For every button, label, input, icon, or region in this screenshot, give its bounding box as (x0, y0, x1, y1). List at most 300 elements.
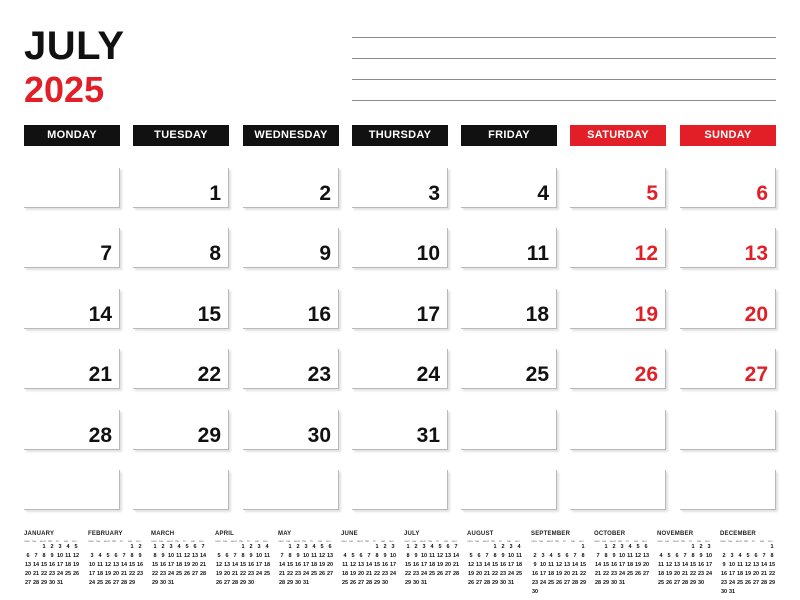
day-cell[interactable] (461, 470, 557, 510)
mini-calendar-day-header: sun (579, 539, 584, 543)
mini-calendar-day: 12 (555, 562, 563, 568)
mini-calendar-day: 10 (539, 562, 547, 568)
mini-calendar-day-header: sat (444, 539, 449, 543)
mini-calendar-grid (720, 544, 778, 598)
mini-calendar-grid (657, 544, 715, 589)
mini-calendar-day-header: tue (223, 539, 228, 543)
mini-calendar-day: 5 (469, 553, 473, 559)
mini-calendar-day: 23 (531, 580, 539, 586)
mini-calendar-day: 25 (428, 571, 436, 577)
day-cell[interactable] (24, 289, 120, 329)
mini-calendar-day: 1 (241, 544, 245, 550)
mini-calendar-day: 13 (444, 553, 452, 559)
mini-calendar-day: 18 (736, 571, 744, 577)
mini-calendar-day: 14 (199, 553, 207, 559)
weekday-header-thursday: THURSDAY (352, 125, 448, 146)
day-cell[interactable] (243, 228, 339, 268)
note-line (352, 58, 776, 59)
day-number: 24 (416, 363, 440, 386)
mini-calendar-day: 8 (241, 553, 245, 559)
mini-calendar-day-header: mon (24, 539, 30, 543)
day-cell[interactable] (570, 289, 666, 329)
day-cell[interactable] (352, 470, 448, 510)
day-number: 2 (319, 182, 331, 205)
mini-calendar-day-header: sun (72, 539, 77, 543)
mini-calendar (467, 531, 525, 589)
mini-calendar-day-header: tue (602, 539, 607, 543)
day-number: 11 (526, 242, 549, 265)
mini-calendar-day: 3 (391, 544, 395, 550)
day-cell[interactable] (680, 410, 776, 450)
mini-calendar-day: 2 (501, 544, 505, 550)
mini-calendar-day-header: mon (404, 539, 410, 543)
mini-calendar-day: 23 (720, 580, 728, 586)
note-line (352, 100, 776, 101)
mini-calendar-day: 27 (112, 580, 120, 586)
mini-calendar-grid (467, 544, 525, 589)
mini-calendar-day: 1 (130, 544, 134, 550)
mini-calendar-day: 31 (507, 580, 515, 586)
mini-calendar-day: 10 (56, 553, 64, 559)
mini-calendar-day: 11 (342, 562, 348, 568)
mini-calendar-day: 24 (507, 571, 515, 577)
mini-calendar-day: 4 (549, 553, 553, 559)
mini-calendar-day-header: sun (515, 539, 520, 543)
mini-calendar-day-header: sun (768, 539, 773, 543)
mini-calendar-blank (112, 544, 120, 553)
mini-calendar-day: 24 (539, 580, 547, 586)
mini-calendar-day: 23 (499, 571, 507, 577)
day-cell[interactable] (352, 410, 448, 450)
mini-calendar-day-header: mon (88, 539, 94, 543)
mini-calendar-day: 27 (223, 580, 231, 586)
mini-calendar-day: 24 (389, 571, 397, 577)
mini-calendar-day: 29 (768, 580, 776, 586)
mini-calendar-day: 3 (730, 553, 734, 559)
mini-calendar-day: 28 (199, 571, 207, 577)
mini-calendar-month-name: JULY (404, 531, 420, 537)
mini-calendar-day: 7 (367, 553, 371, 559)
mini-calendar-day: 14 (594, 562, 602, 568)
mini-calendar-day: 18 (310, 562, 318, 568)
mini-calendar-month-name: SEPTEMBER (531, 531, 571, 537)
day-cell[interactable] (461, 349, 557, 389)
mini-calendar-day: 20 (563, 571, 571, 577)
mini-calendar-day-header: tue (159, 539, 164, 543)
mini-calendar-day: 14 (365, 562, 373, 568)
mini-calendar-blank (728, 544, 736, 553)
mini-calendar-day: 1 (375, 544, 379, 550)
day-cell[interactable] (133, 168, 229, 208)
mini-calendar-day-header: sat (381, 539, 386, 543)
day-cell[interactable] (243, 289, 339, 329)
mini-calendar-day: 18 (263, 562, 271, 568)
mini-calendar-day: 9 (722, 562, 726, 568)
mini-calendar-day-header: sun (199, 539, 204, 543)
mini-calendar-day-header: thu (112, 539, 117, 543)
mini-calendar-day: 9 (296, 553, 300, 559)
mini-calendar-day: 7 (34, 553, 38, 559)
mini-calendar-day-header: fri (499, 539, 502, 543)
mini-calendar-day-header: thu (302, 539, 307, 543)
mini-calendar-day: 20 (223, 571, 231, 577)
mini-calendar-blank (278, 544, 286, 553)
mini-calendar-day: 29 (40, 580, 48, 586)
day-cell[interactable] (570, 349, 666, 389)
day-cell[interactable] (243, 168, 339, 208)
day-number: 28 (88, 424, 112, 447)
mini-calendar-day: 7 (233, 553, 237, 559)
mini-calendar-day: 8 (604, 553, 608, 559)
mini-calendar-day: 2 (533, 553, 537, 559)
day-cell[interactable] (352, 349, 448, 389)
mini-calendar-day: 9 (533, 562, 537, 568)
day-cell[interactable] (680, 470, 776, 510)
mini-calendar-day: 22 (128, 571, 136, 577)
day-cell[interactable] (461, 410, 557, 450)
mini-calendar-day: 20 (24, 571, 32, 577)
mini-calendar-day: 21 (594, 571, 602, 577)
year-title: 2025 (24, 69, 105, 110)
mini-calendar-day: 9 (501, 553, 505, 559)
mini-calendar-day: 15 (40, 562, 48, 568)
mini-calendar-day-header: sun (263, 539, 268, 543)
mini-calendar-day: 8 (288, 553, 292, 559)
day-number: 8 (209, 242, 221, 265)
mini-calendar-day: 9 (138, 553, 142, 559)
day-cell[interactable] (352, 228, 448, 268)
mini-calendar-day: 28 (760, 580, 768, 586)
mini-calendar-day: 17 (420, 562, 428, 568)
mini-calendar-day: 20 (673, 571, 681, 577)
mini-calendar-day-header: wed (673, 539, 679, 543)
month-title: JULY (24, 24, 125, 68)
mini-calendar-day: 28 (483, 580, 491, 586)
mini-calendar-month-name: JANUARY (24, 531, 55, 537)
mini-calendar-day: 19 (436, 562, 444, 568)
mini-calendar-day: 17 (56, 562, 64, 568)
mini-calendar-day: 10 (302, 553, 310, 559)
mini-calendar-day: 12 (104, 562, 112, 568)
mini-calendar-day: 30 (720, 589, 728, 595)
mini-calendar-day: 21 (32, 571, 40, 577)
day-cell[interactable] (680, 349, 776, 389)
mini-calendar-day: 15 (239, 562, 247, 568)
day-cell[interactable] (24, 168, 120, 208)
mini-calendar-blank (467, 544, 475, 553)
mini-calendar-day-header: thu (428, 539, 433, 543)
day-cell[interactable] (24, 349, 120, 389)
mini-calendar-day-header: thu (48, 539, 53, 543)
mini-calendar-month-name: NOVEMBER (657, 531, 694, 537)
mini-calendar-day-header: sun (136, 539, 141, 543)
day-cell[interactable] (243, 410, 339, 450)
mini-calendar-day: 14 (571, 562, 579, 568)
day-cell[interactable] (352, 289, 448, 329)
mini-calendar-day: 12 (72, 553, 80, 559)
mini-calendar-day: 26 (467, 580, 475, 586)
mini-calendar-day: 7 (201, 544, 205, 550)
mini-calendar-day-header: tue (32, 539, 37, 543)
mini-calendar-day-header: fri (247, 539, 250, 543)
day-cell[interactable] (243, 470, 339, 510)
mini-calendar-day: 29 (286, 580, 294, 586)
mini-calendar-day: 1 (581, 544, 585, 550)
day-cell[interactable] (243, 349, 339, 389)
day-cell[interactable] (133, 410, 229, 450)
mini-calendar-day: 26 (349, 580, 357, 586)
mini-calendar-day: 27 (191, 571, 199, 577)
mini-calendar-day: 25 (175, 571, 183, 577)
mini-calendar-day: 12 (744, 562, 752, 568)
mini-calendar-blank (32, 544, 40, 553)
mini-calendar-day: 30 (697, 580, 705, 586)
mini-calendar-day: 6 (644, 544, 648, 550)
mini-calendar-day: 6 (359, 553, 363, 559)
mini-calendar-day: 1 (604, 544, 608, 550)
mini-calendar-day: 1 (770, 544, 774, 550)
mini-calendar-day: 22 (768, 571, 776, 577)
mini-calendar-day: 30 (159, 580, 167, 586)
mini-calendar-day: 18 (626, 562, 634, 568)
mini-calendar-day: 4 (517, 544, 521, 550)
day-number: 25 (525, 363, 549, 386)
mini-calendar-day: 7 (683, 553, 687, 559)
mini-calendar-day: 10 (728, 562, 736, 568)
mini-calendar-blank (665, 544, 673, 553)
mini-calendar (594, 531, 652, 589)
mini-calendar-day: 6 (193, 544, 197, 550)
mini-calendar-day: 10 (705, 553, 713, 559)
mini-calendar-day: 14 (760, 562, 768, 568)
day-number: 27 (744, 363, 768, 386)
mini-calendar-day: 16 (499, 562, 507, 568)
mini-calendar-day-header: thu (365, 539, 370, 543)
mini-calendar-month-name: OCTOBER (594, 531, 626, 537)
mini-calendar-day-header: wed (294, 539, 300, 543)
day-cell[interactable] (461, 168, 557, 208)
mini-calendar-day: 25 (547, 580, 555, 586)
day-cell[interactable] (133, 349, 229, 389)
mini-calendar-day: 9 (161, 553, 165, 559)
mini-calendar-day: 14 (452, 553, 460, 559)
mini-calendar-day: 26 (665, 580, 673, 586)
mini-calendar-day-header: tue (665, 539, 670, 543)
mini-calendar-day: 16 (48, 562, 56, 568)
mini-calendar-blank (365, 544, 373, 553)
mini-calendar-day: 8 (375, 553, 379, 559)
mini-calendar-day: 18 (428, 562, 436, 568)
mini-calendar-day: 19 (104, 571, 112, 577)
mini-calendar-day-header: mon (657, 539, 663, 543)
mini-calendar-day: 30 (531, 589, 539, 595)
mini-calendar-day: 29 (404, 580, 412, 586)
mini-calendar-blank (120, 544, 128, 553)
day-number: 26 (634, 363, 658, 386)
day-cell[interactable] (570, 410, 666, 450)
mini-calendar-day: 30 (48, 580, 56, 586)
mini-calendar (215, 531, 273, 589)
mini-calendar-day: 18 (515, 562, 523, 568)
mini-calendar-day: 17 (539, 571, 547, 577)
mini-calendar-day: 29 (373, 580, 381, 586)
mini-calendar-day-header: tue (412, 539, 417, 543)
mini-calendar-day-header: sat (191, 539, 196, 543)
mini-calendar-day: 5 (667, 553, 671, 559)
mini-calendar-day: 5 (557, 553, 561, 559)
mini-calendar-day: 21 (483, 571, 491, 577)
mini-calendar-day: 31 (167, 580, 175, 586)
mini-calendar-day-header: mon (531, 539, 537, 543)
mini-calendar-day: 19 (72, 562, 80, 568)
mini-calendar-blank (96, 544, 104, 553)
mini-calendar-day: 25 (515, 571, 523, 577)
mini-calendar-day: 21 (681, 571, 689, 577)
mini-calendar-day: 15 (151, 562, 159, 568)
mini-calendar-day: 16 (720, 571, 728, 577)
day-cell[interactable] (461, 228, 557, 268)
mini-calendar-day: 2 (296, 544, 300, 550)
mini-calendar-day: 4 (738, 553, 742, 559)
mini-calendar-day: 25 (64, 571, 72, 577)
mini-calendar-day: 10 (507, 553, 515, 559)
mini-calendar-day-header: thu (618, 539, 623, 543)
mini-calendar-blank (555, 544, 563, 553)
mini-calendar-blank (88, 544, 96, 553)
mini-calendar-day: 1 (288, 544, 292, 550)
day-number: 17 (416, 303, 440, 326)
day-cell[interactable] (680, 168, 776, 208)
mini-calendar-day-header: wed (231, 539, 237, 543)
mini-calendar-day: 7 (122, 553, 126, 559)
mini-calendar-day: 6 (477, 553, 481, 559)
mini-calendar-day: 8 (691, 553, 695, 559)
mini-calendar-day: 9 (612, 553, 616, 559)
mini-calendar-day: 15 (768, 562, 776, 568)
mini-calendar-day: 17 (167, 562, 175, 568)
mini-calendar-day: 19 (215, 571, 223, 577)
mini-calendar-day: 29 (239, 580, 247, 586)
mini-calendar-day: 21 (760, 571, 768, 577)
mini-calendar-day-header: wed (167, 539, 173, 543)
day-cell[interactable] (680, 289, 776, 329)
mini-calendar-grid (404, 544, 462, 589)
mini-calendar-day: 8 (130, 553, 134, 559)
day-cell[interactable] (24, 470, 120, 510)
note-line (352, 37, 776, 38)
weekday-header-saturday: SATURDAY (570, 125, 666, 146)
mini-calendar-day: 26 (72, 571, 80, 577)
day-cell[interactable] (680, 228, 776, 268)
mini-calendar-day: 7 (573, 553, 577, 559)
mini-calendar-day: 22 (602, 571, 610, 577)
mini-calendar-day: 20 (642, 562, 650, 568)
mini-calendar-day: 12 (436, 553, 444, 559)
day-cell[interactable] (570, 168, 666, 208)
mini-calendar-day: 27 (752, 580, 760, 586)
mini-calendar-day: 10 (389, 553, 397, 559)
mini-calendar-day: 20 (326, 562, 334, 568)
mini-calendar-month-name: DECEMBER (720, 531, 756, 537)
mini-calendar-day: 22 (491, 571, 499, 577)
mini-calendar-day: 17 (618, 562, 626, 568)
mini-calendar-day: 3 (304, 544, 308, 550)
mini-calendar-day: 18 (175, 562, 183, 568)
mini-calendar-day-header: sun (326, 539, 331, 543)
day-cell[interactable] (461, 289, 557, 329)
day-cell[interactable] (133, 228, 229, 268)
mini-calendar-blank (24, 544, 32, 553)
mini-calendar-day: 10 (618, 553, 626, 559)
day-cell[interactable] (570, 470, 666, 510)
day-cell[interactable] (570, 228, 666, 268)
mini-calendar-day: 25 (736, 580, 744, 586)
mini-calendar-blank (657, 544, 665, 553)
mini-calendar-day: 6 (754, 553, 758, 559)
mini-calendar-day: 27 (326, 571, 334, 577)
mini-calendar-day: 11 (548, 562, 554, 568)
mini-calendar-day: 5 (746, 553, 750, 559)
mini-calendar-day: 13 (475, 562, 483, 568)
mini-calendar-day: 21 (278, 571, 286, 577)
mini-calendar-day: 29 (491, 580, 499, 586)
mini-calendar-day: 8 (770, 553, 774, 559)
mini-calendar-day: 9 (383, 553, 387, 559)
mini-calendar-blank (681, 544, 689, 553)
mini-calendar-day: 13 (357, 562, 365, 568)
mini-calendar-day-header: tue (96, 539, 101, 543)
mini-calendar-day: 29 (579, 580, 587, 586)
mini-calendar-day: 18 (547, 571, 555, 577)
mini-calendar-day: 27 (475, 580, 483, 586)
day-cell[interactable] (133, 470, 229, 510)
mini-calendar-day-header: fri (120, 539, 123, 543)
mini-calendar-day: 25 (96, 580, 104, 586)
day-cell[interactable] (24, 228, 120, 268)
mini-calendar-day: 4 (98, 553, 102, 559)
mini-calendar-day: 30 (381, 580, 389, 586)
day-cell[interactable] (352, 168, 448, 208)
mini-calendar-day: 11 (516, 553, 522, 559)
mini-calendar-day: 23 (136, 571, 144, 577)
mini-calendar-day-header: sun (705, 539, 710, 543)
mini-calendar-day-header: tue (728, 539, 733, 543)
mini-calendar-day-header: sat (571, 539, 576, 543)
mini-calendar-day: 13 (223, 562, 231, 568)
mini-calendar-day: 8 (493, 553, 497, 559)
mini-calendar-day: 24 (728, 580, 736, 586)
mini-calendar-day: 12 (634, 553, 642, 559)
mini-calendar-day: 29 (602, 580, 610, 586)
mini-calendar-day: 7 (485, 553, 489, 559)
mini-calendar-blank (547, 544, 555, 553)
mini-calendar-blank (760, 544, 768, 553)
mini-calendar-day: 31 (56, 580, 64, 586)
mini-calendar-day: 2 (383, 544, 387, 550)
mini-calendar-day: 30 (499, 580, 507, 586)
mini-calendar-day-header: sat (255, 539, 260, 543)
mini-calendar-day: 23 (247, 571, 255, 577)
mini-calendar-day: 21 (231, 571, 239, 577)
mini-calendar-day: 3 (257, 544, 261, 550)
mini-calendar-day: 28 (32, 580, 40, 586)
mini-calendar-day: 16 (294, 562, 302, 568)
mini-calendar-day: 23 (412, 571, 420, 577)
day-cell[interactable] (133, 289, 229, 329)
mini-calendar-day: 13 (24, 562, 32, 568)
mini-calendar-day-header: sun (389, 539, 394, 543)
day-cell[interactable] (24, 410, 120, 450)
